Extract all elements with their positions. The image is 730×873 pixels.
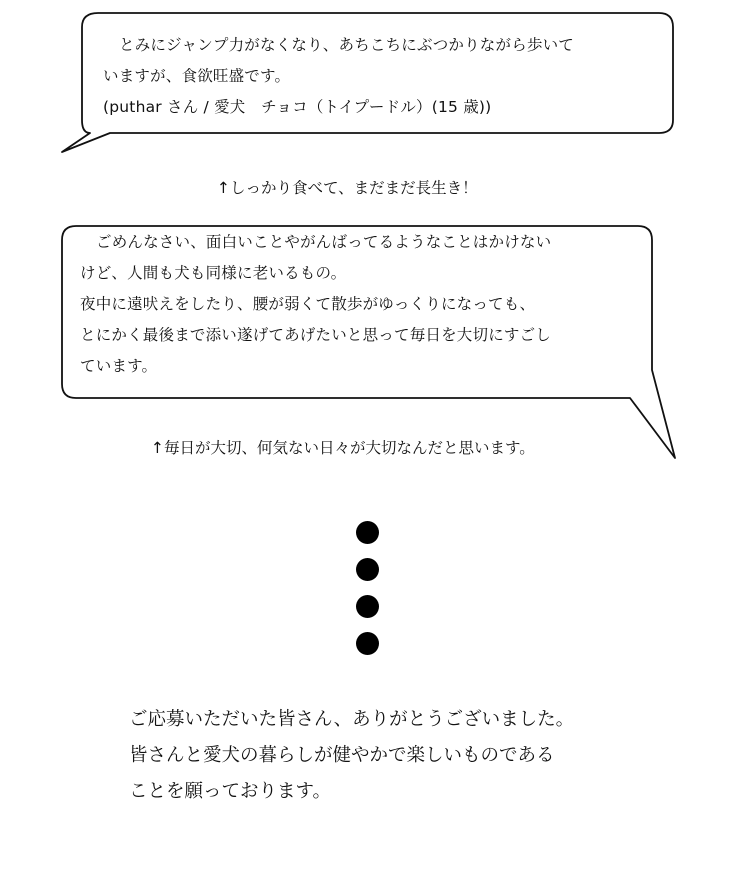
dot-divider — [356, 521, 380, 669]
comment-1-line: とみにジャンプ力がなくなり、あちこちにぶつかりながら歩いて — [119, 36, 574, 54]
divider-dot — [356, 558, 379, 581]
divider-dot — [356, 595, 379, 618]
closing-message — [129, 702, 574, 810]
comment-1-credit: (puthar さん / 愛犬 チョコ（トイプードル）(15 歳)) — [103, 98, 492, 116]
comment-2-line: ています。 — [80, 357, 158, 375]
comment-2-line: けど、人間も犬も同様に老いるもの。 — [80, 264, 347, 282]
closing-line: 皆さんと愛犬の暮らしが健やかで楽しいものである — [129, 745, 555, 766]
comment-1-caption: ↑しっかり食べて、まだまだ長生き！ — [217, 179, 478, 197]
divider-dot — [356, 521, 379, 544]
comment-2-line: 夜中に遠吠えをしたり、腰が弱くて散歩がゆっくりになっても、 — [80, 295, 536, 313]
comment-1-line: いますが、食欲旺盛です。 — [103, 67, 291, 85]
divider-dot — [356, 632, 379, 655]
closing-line: ご応募いただいた皆さん、ありがとうございました。 — [129, 709, 575, 730]
comment-1-text — [103, 30, 574, 123]
comment-2-line: とにかく最後まで添い遂げてあげたいと思って毎日を大切にすごし — [80, 326, 552, 344]
closing-line: ことを願っております。 — [129, 781, 332, 802]
comment-2-line: ごめんなさい、面白いことやがんばってるようなことはかけない — [96, 233, 552, 251]
comment-2-text — [80, 227, 551, 382]
comment-2-caption: ↑毎日が大切、何気ない日々が大切なんだと思います。 — [151, 439, 535, 457]
